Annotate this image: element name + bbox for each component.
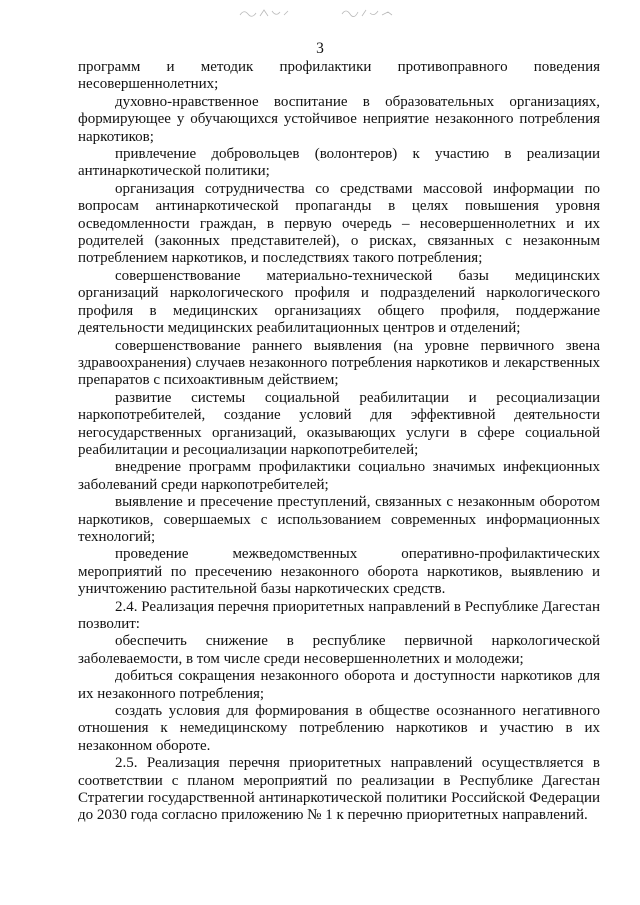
page-number: 3 [316, 40, 324, 57]
paragraph: добиться сокращения незаконного оборота и доступности наркотиков для их незаконного потребления; [78, 668, 600, 702]
document-body [78, 59, 600, 825]
paragraph: организация сотрудничества со средствами массовой информации по вопросам антинаркотической пропаганды в целях повышения уровня осведомленности граждан, в первую очередь – несовершеннолетних и их родителей (законных представителей), о рисках, связанных с незаконным потреблением наркотиков, и последствиях такого потребления; [78, 180, 600, 267]
paragraph: совершенствование раннего выявления (на уровне первичного звена здравоохранения) случаев незаконного потребления наркотиков и лекарственных препаратов с психоактивным действием; [78, 337, 600, 389]
paragraph: программ и методик профилактики противоправного поведения несовершеннолетних; [78, 59, 600, 93]
faint-stamp-mark [238, 6, 398, 20]
paragraph: привлечение добровольцев (волонтеров) к участию в реализации антинаркотической политики; [78, 146, 600, 180]
paragraph: выявление и пресечение преступлений, связанных с незаконным оборотом наркотиков, совершаемых с использованием современных информационных технологий; [78, 494, 600, 545]
paragraph: развитие системы социальной реабилитации и ресоциализации наркопотребителей, создание условий для эффективной деятельности негосударственных организаций, оказывающих услуги в сфере социальной реабилитации и ресоциализации наркопотребителей; [78, 389, 600, 458]
section-paragraph-2-5: 2.5. Реализация перечня приоритетных направлений осуществляется в соответствии с планом мероприятий по реализации в Республике Дагестан Стратегии государственной антинаркотической политики Российской Федерации до 2030 года согласно приложению № 1 к перечню приоритетных направлений. [78, 755, 600, 824]
paragraph: духовно-нравственное воспитание в образовательных организациях, формирующее у обучающихся устойчивое неприятие незаконного потребления наркотиков; [78, 93, 600, 145]
paragraph: проведение межведомственных оперативно-профилактических мероприятий по пресечению незаконного оборота наркотиков, выявлению и уничтожению растительной базы наркотических средств. [78, 546, 600, 598]
paragraph: создать условия для формирования в обществе осознанного негативного отношения к немедицинскому потреблению наркотиков и участию в их незаконном обороте. [78, 703, 600, 754]
paragraph: обеспечить снижение в республике первичной наркологической заболеваемости, в том числе среди несовершеннолетних и молодежи; [78, 633, 600, 667]
section-paragraph-2-4: 2.4. Реализация перечня приоритетных направлений в Республике Дагестан позволит: [78, 598, 600, 632]
paragraph: совершенствование материально-технической базы медицинских организаций наркологического профиля и подразделений наркологического профиля в медицинских организациях общего профиля, поддержание деятельности медицинских реабилитационных центров и отделений; [78, 267, 600, 337]
paragraph: внедрение программ профилактики социально значимых инфекционных заболеваний среди наркопотребителей; [78, 459, 600, 493]
